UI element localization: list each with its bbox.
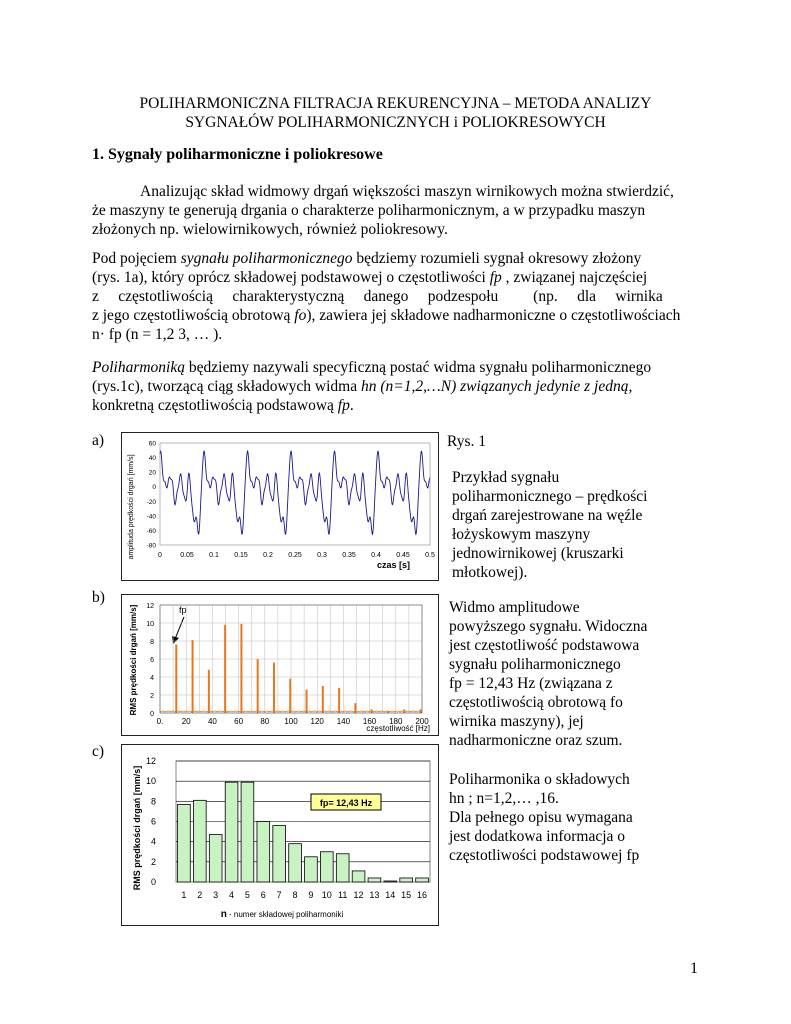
- p3-line3a: konkretną częstotliwością podstawową: [92, 397, 338, 414]
- p3-line2b: (n=1,2,…N) związanych jedynie z jedną,: [376, 378, 633, 395]
- chart-b-xtick: 120: [310, 717, 324, 726]
- chart-c-xtick: 2: [197, 890, 203, 900]
- chart-c-xtick: 14: [385, 890, 396, 900]
- chart-b-ytick: 6: [150, 657, 154, 664]
- caption-c-line: Dla pełnego opisu wymagana: [449, 809, 633, 826]
- chart-b-xtick: 160: [362, 717, 377, 726]
- chart-c-frame: [121, 744, 439, 926]
- caption-c: [449, 770, 639, 865]
- chart-a-plot-area: [160, 443, 430, 545]
- caption-b-line: wirnika maszyny), jej: [449, 713, 584, 730]
- chart-c-bar: [384, 881, 397, 882]
- chart-c-bar: [193, 800, 206, 882]
- chart-c-xtick: 9: [308, 890, 314, 900]
- chart-b-xtick: 60: [234, 717, 244, 726]
- chart-c-xlabel: [221, 909, 344, 920]
- p1-line1: Analizując skład widmowy drgań większości maszyn wirnikowych można stwierdzić,: [140, 183, 674, 200]
- chart-a-xtick: 0.5: [425, 552, 435, 559]
- chart-a-ytick: -60: [146, 527, 156, 535]
- chart-a-xtick: 0.2: [263, 552, 273, 559]
- label-a: a): [92, 432, 105, 449]
- p2-a: Pod pojęciem: [92, 250, 181, 267]
- chart-c-xtick: 15: [401, 890, 412, 900]
- chart-b-ylabel: RMS prędkości drgań [mm/s]: [129, 604, 138, 716]
- chart-c-bar: [305, 857, 318, 882]
- chart-c-xtick: 5: [244, 890, 250, 900]
- chart-a-ytick: 60: [148, 440, 156, 448]
- chart-b-xtick: 20: [181, 717, 191, 726]
- chart-c-ytick: 10: [145, 776, 156, 787]
- page-number: 1: [690, 960, 698, 977]
- caption-c-line: częstotliwości podstawowej fp: [449, 847, 640, 864]
- chart-a-xtick: 0.4: [371, 552, 381, 559]
- chart-b-xtick: 0.: [156, 717, 164, 726]
- chart-b-ytick: 12: [146, 603, 154, 610]
- caption-rys: Rys. 1: [447, 433, 486, 450]
- caption-a-line: łożyskowym maszyny: [452, 526, 591, 543]
- chart-a-xtick: 0.35: [342, 552, 356, 559]
- caption-a-line: jednowirnikowej (kruszarki: [452, 545, 624, 562]
- caption-c-line: jest dodatkowa informacja o: [449, 828, 626, 845]
- chart-b-arrow-line: [175, 617, 184, 639]
- chart-a-xtick: 0.1: [209, 552, 219, 559]
- chart-b-ytick: 2: [150, 693, 154, 700]
- p2-line4a: z jego częstotliwością obrotową: [92, 307, 295, 324]
- chart-b-ytick: 4: [150, 675, 154, 682]
- chart-c-bar: [400, 878, 413, 882]
- caption-b-line: powyższego sygnału. Widoczna: [449, 618, 648, 635]
- chart-a-series-line: [160, 451, 430, 534]
- p2-line3: z częstotliwością charakterystyczną danego podzespołu (np. dla wirnika: [92, 288, 663, 305]
- caption-b-line: sygnału poliharmonicznego: [449, 656, 621, 673]
- doc-title-line1: POLIHARMONICZNA FILTRACJA REKURENCYJNA – METODA ANALIZY: [139, 95, 652, 112]
- chart-b-frame: [121, 594, 439, 736]
- p2-line1: [92, 249, 702, 268]
- chart-c-bar: [273, 826, 286, 882]
- p1-line2: że maszyny te generują drgania o charakterze poliharmonicznym, a w przypadku maszyn: [92, 202, 646, 219]
- chart-a-ytick: 20: [148, 469, 156, 477]
- p3-line3b: .: [349, 397, 354, 414]
- caption-b-line: nadharmoniczne oraz szum.: [449, 732, 623, 749]
- caption-b-line: Widmo amplitudowe: [449, 599, 580, 616]
- chart-a-xtick: 0.05: [180, 552, 194, 559]
- chart-c-xtick: 6: [260, 890, 266, 900]
- chart-c-bar: [257, 822, 270, 883]
- chart-b-xtick: 80: [260, 717, 270, 726]
- p3-fp: fp: [337, 397, 350, 414]
- chart-c-ylabel: RMS prędkości drgań [mm/s]: [132, 765, 142, 891]
- caption-b-line: częstotliwością obrotową fo: [449, 694, 623, 711]
- chart-c-ytick: 8: [150, 796, 156, 807]
- caption-b-line: fp = 12,43 Hz (związana z: [449, 675, 613, 692]
- doc-title-line2: SYGNAŁÓW POLIHARMONICZNYCH i POLIOKRESOWYCH: [185, 114, 606, 131]
- p2-line2: [92, 268, 702, 287]
- chart-b-xtick: 100: [284, 717, 298, 726]
- p3-line2: [92, 377, 702, 396]
- chart-c-xtick: 7: [276, 890, 282, 900]
- chart-c-xtick: 13: [369, 890, 380, 900]
- chart-c-xtick: 8: [292, 890, 298, 900]
- chart-c-xtick: 12: [353, 890, 364, 900]
- p1-line3: złożonych np. wielowirnikowych, również poliokresowy.: [92, 221, 448, 238]
- chart-b-xtick: 40: [207, 717, 217, 726]
- caption-b-line: jest częstotliwość podstawowa: [449, 637, 640, 654]
- p2-line4: [92, 306, 702, 325]
- label-b: b): [92, 589, 105, 606]
- p3-line2a: (rys.1c), tworzącą ciąg składowych widma: [92, 378, 361, 395]
- chart-b-ytick: 0: [150, 711, 154, 718]
- chart-c-bar: [241, 782, 254, 882]
- chart-c-ytick: 12: [145, 756, 156, 766]
- chart-a-frame: [121, 432, 439, 581]
- caption-a-line: młotkowej).: [452, 564, 528, 581]
- chart-a-ylabel: amplituda prędkości drgań [mm/s]: [128, 454, 135, 560]
- chart-a-ytick: -20: [146, 498, 156, 506]
- chart-c-bar: [352, 871, 365, 882]
- p3-a: Poliharmoniką: [92, 359, 185, 376]
- chart-c-xtick: 10: [321, 890, 332, 900]
- chart-c-bar: [368, 878, 381, 882]
- p3-line3: [92, 396, 702, 415]
- chart-b-spectrum: [122, 595, 438, 735]
- chart-c-bar: [416, 878, 429, 882]
- chart-c-bar: [320, 852, 333, 882]
- chart-c-ytick: 4: [150, 836, 156, 847]
- p3-hn: hn: [361, 378, 377, 395]
- caption-a-line: poliharmonicznego – prędkości: [452, 488, 648, 505]
- p2-line5: n· fp (n = 1,2 3, … ).: [92, 326, 223, 343]
- chart-a-ytick: -40: [146, 513, 156, 521]
- chart-b-annotation: fp: [179, 605, 187, 615]
- chart-a-ytick: 40: [148, 455, 156, 463]
- chart-a-signal: [122, 433, 438, 580]
- chart-c-xtick: 4: [229, 890, 235, 900]
- caption-a-line: Przykład sygnału: [452, 469, 560, 486]
- p2-line2b: , związanej najczęściej: [501, 269, 648, 286]
- chart-a-xlabel: czas [s]: [376, 560, 410, 570]
- chart-a-xtick: 0: [158, 552, 162, 559]
- chart-c-ytick: 0: [150, 877, 156, 887]
- caption-c-line: Poliharmonika o składowych: [449, 771, 630, 788]
- chart-b-ytick: 8: [150, 639, 154, 646]
- chart-a-xtick: 0.25: [288, 552, 302, 559]
- chart-a-xtick: 0.45: [396, 552, 410, 559]
- chart-c-annotation: fp= 12,43 Hz: [319, 798, 373, 808]
- chart-c-bar: [336, 854, 349, 882]
- chart-a-xtick: 0.15: [234, 552, 248, 559]
- chart-b-ytick: 10: [146, 621, 154, 628]
- chart-b-xtick: 180: [389, 717, 403, 726]
- section-heading: 1. Sygnały poliharmoniczne i poliokresowe: [92, 146, 383, 163]
- chart-b-xlabel: częstotliwość [Hz]: [366, 724, 430, 733]
- p3-line1: [92, 358, 702, 377]
- chart-a-ytick: 0: [152, 484, 156, 492]
- caption-c-line: hn ; n=1,2,… ,16.: [449, 790, 559, 807]
- chart-b-xtick: 200: [415, 717, 429, 726]
- p2-b: sygnału poliharmonicznego: [180, 250, 353, 267]
- caption-a: [452, 468, 647, 582]
- chart-c-xtick: 3: [213, 890, 219, 900]
- p2-line4b: ), zawiera jej składowe nadharmoniczne o częstotliwościach: [306, 307, 681, 324]
- chart-a-ytick: -80: [146, 542, 156, 550]
- chart-c-ytick: 6: [150, 816, 156, 827]
- chart-c-polyharmonic: [122, 745, 438, 925]
- label-c: c): [92, 743, 105, 760]
- chart-c-xtick: 11: [338, 890, 348, 900]
- chart-c-xtick: 16: [417, 890, 428, 900]
- caption-b: [449, 598, 647, 750]
- chart-c-bar: [209, 835, 222, 882]
- chart-c-ytick: 2: [150, 856, 156, 867]
- chart-c-xlabel-rest: - numer składowej poliharmoniki: [226, 910, 344, 919]
- caption-a-line: drgań zarejestrowane na węźle: [452, 507, 643, 524]
- p3-b: będziemy nazywali specyficzną postać widma sygnału poliharmonicznego: [185, 359, 652, 376]
- chart-c-xtick: 1: [181, 890, 187, 900]
- p2-line2a: (rys. 1a), który oprócz składowej podstawowej o częstotliwości: [92, 269, 490, 286]
- chart-a-xtick: 0.3: [317, 552, 327, 559]
- chart-c-bar: [289, 844, 302, 882]
- chart-c-xlabel-n: n: [220, 909, 227, 920]
- p2-fo: fo: [294, 307, 307, 324]
- chart-c-bar: [178, 804, 191, 882]
- chart-c-bar: [225, 782, 238, 882]
- p2-c: będziemy rozumieli sygnał okresowy złożony: [352, 250, 642, 267]
- p2-fp: fp: [489, 269, 502, 286]
- chart-b-xtick: 140: [336, 717, 351, 726]
